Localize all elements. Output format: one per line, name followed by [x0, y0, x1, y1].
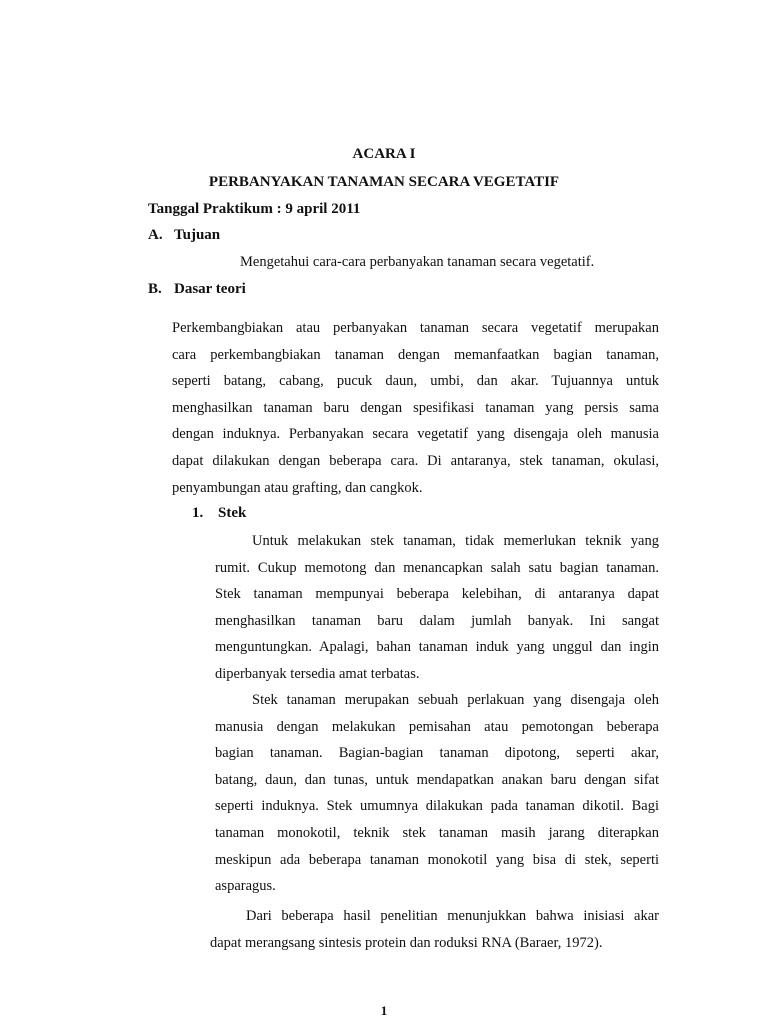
section-b-label: B.	[148, 281, 162, 297]
page-number: 1	[380, 1003, 388, 1018]
subsection-stek-label: 1.	[192, 505, 204, 521]
section-b-heading	[148, 281, 246, 298]
text-line: seperti induknya. Stek umumnya dilakukan pada tanaman dikotil. Bagi	[215, 798, 659, 815]
section-b-title: Dasar teori	[174, 281, 246, 297]
tujuan-text: Mengetahui cara-cara perbanyakan tanaman secara vegetatif.	[240, 254, 595, 270]
text-line: bagian tanaman. Bagian-bagian tanaman dipotong, seperti akar,	[215, 745, 659, 762]
text-line: dapat dilakukan dengan beberapa cara. Di antaranya, stek tanaman, okulasi,	[172, 453, 659, 469]
text-line: menghasilkan tanaman baru dalam jumlah banyak. Ini sangat	[215, 612, 659, 629]
text-line: penyambungan atau grafting, dan cangkok.	[172, 479, 423, 496]
document-subtitle: PERBANYAKAN TANAMAN SECARA VEGETATIF	[208, 174, 560, 190]
section-a-label: A.	[148, 227, 163, 243]
subsection-stek-heading	[192, 505, 246, 522]
text-line: meskipun ada beberapa tanaman monokotil yang bisa di stek, seperti	[215, 851, 659, 868]
text-line: asparagus.	[215, 878, 276, 895]
text-line: manusia dengan melakukan pemisahan atau pemotongan beberapa	[215, 718, 659, 735]
text-line: menguntungkan. Apalagi, bahan tanaman induk yang unggul dan ingin	[215, 639, 659, 656]
text-line: tanaman monokotil, teknik stek tanaman masih jarang diterapkan	[215, 825, 659, 841]
text-line: Stek tanaman mempunyai beberapa kelebihan, di antaranya dapat	[215, 586, 659, 603]
text-line: dengan induknya. Perbanyakan secara vegetatif yang disengaja oleh manusia	[172, 426, 659, 443]
text-line: diperbanyak tersedia amat terbatas.	[215, 666, 420, 682]
text-line: rumit. Cukup memotong dan menancapkan salah satu bagian tanaman.	[215, 559, 659, 576]
text-line: batang, daun, dan tunas, untuk mendapatkan anakan baru dengan sifat	[215, 771, 659, 788]
text-line: dapat merangsang sintesis protein dan roduksi RNA (Baraer, 1972).	[210, 934, 603, 951]
text-line: menghasilkan tanaman baru dengan spesifikasi tanaman yang persis sama	[172, 399, 659, 416]
subsection-stek-title: Stek	[218, 505, 247, 521]
document-title: ACARA I	[352, 146, 416, 162]
text-line: Stek tanaman merupakan sebuah perlakuan yang disengaja oleh	[252, 692, 659, 708]
text-line: Perkembangbiakan atau perbanyakan tanaman secara vegetatif merupakan	[172, 320, 659, 336]
text-line: Dari beberapa hasil penelitian menunjukkan bahwa inisiasi akar	[246, 908, 659, 924]
text-line: seperti batang, cabang, pucuk daun, umbi, dan akar. Tujuannya untuk	[172, 373, 659, 390]
section-a-heading	[148, 227, 220, 244]
section-a-title: Tujuan	[174, 227, 221, 243]
text-line: Untuk melakukan stek tanaman, tidak memerlukan teknik yang	[252, 533, 659, 549]
practicum-date: Tanggal Praktikum : 9 april 2011	[148, 201, 361, 217]
text-line: cara perkembangbiakan tanaman dengan memanfaatkan bagian tanaman,	[172, 346, 659, 363]
